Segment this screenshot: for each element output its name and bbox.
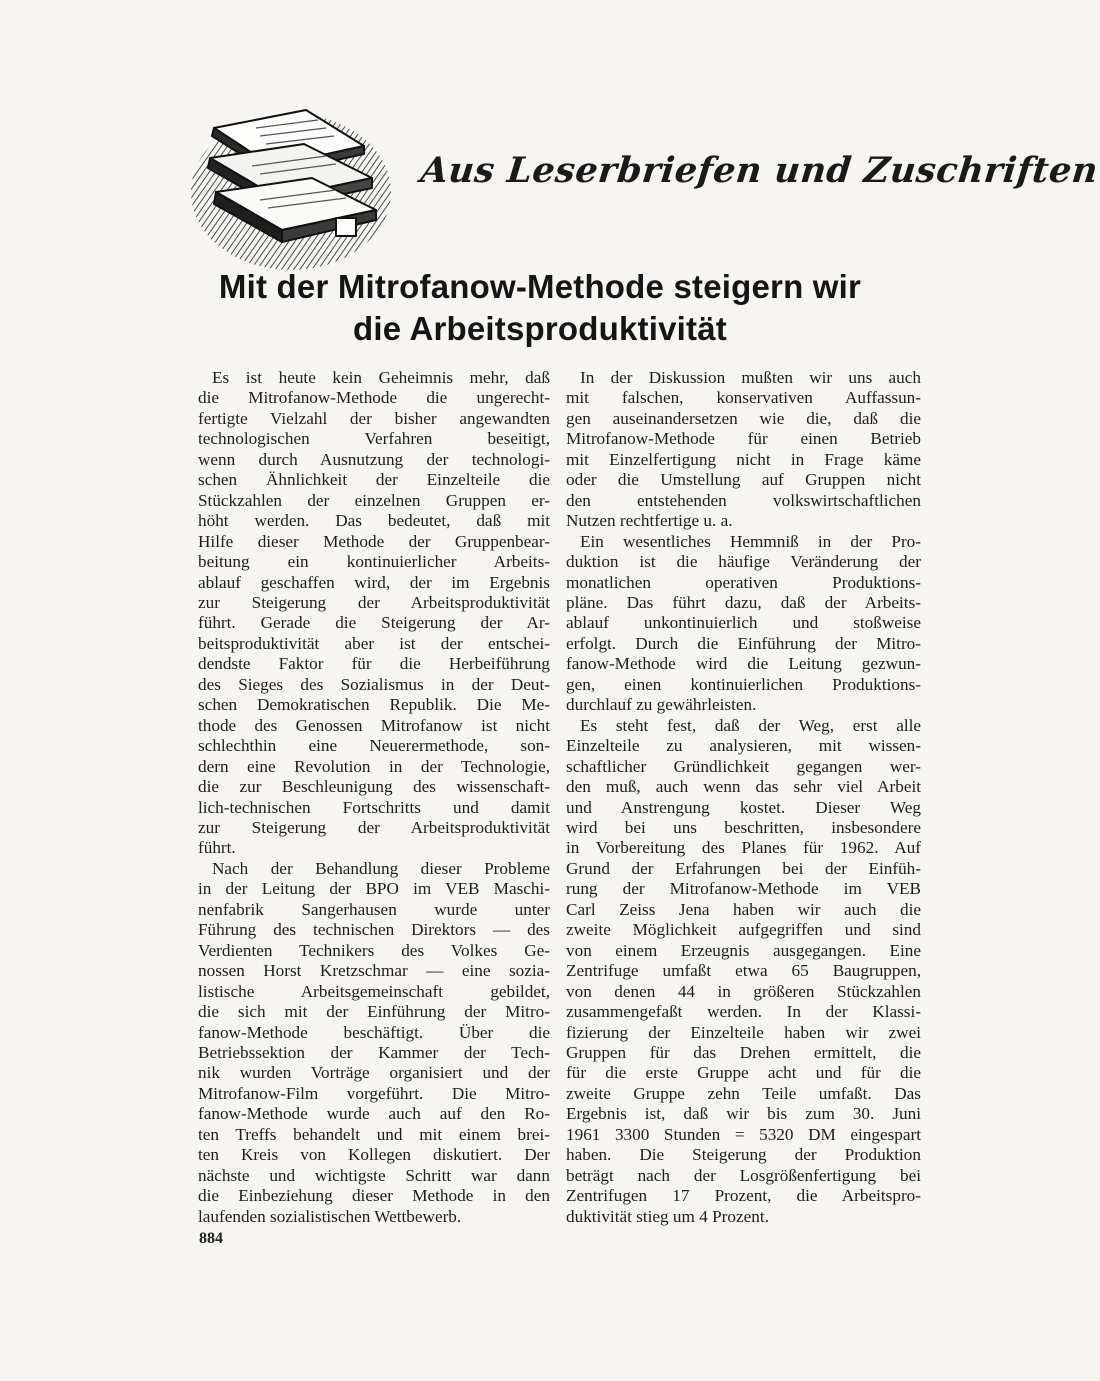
text-line: Zentrifugen 17 Prozent, die Arbeitspro-	[566, 1186, 921, 1206]
text-line: die zur Beschleunigung des wissenschaft-	[198, 777, 550, 797]
text-line: 1961 3300 Stunden = 5320 DM eingespart	[566, 1124, 921, 1144]
paragraph	[198, 368, 550, 859]
text-line: und Anstrengung kostet. Dieser Weg	[566, 797, 921, 817]
text-line: thode des Genossen Mitrofanow ist nicht	[198, 715, 550, 735]
text-line: oder die Umstellung auf Gruppen nicht	[566, 470, 921, 490]
text-line: schaftlicher Gründlichkeit gegangen wer-	[566, 756, 921, 776]
paragraph	[566, 716, 921, 1227]
text-line: von denen 44 in größeren Stückzahlen	[566, 981, 921, 1001]
text-line: Gruppen für das Drehen ermittelt, die	[566, 1042, 921, 1062]
text-line: laufenden sozialistischen Wettbewerb.	[198, 1206, 462, 1226]
text-line: Stückzahlen der einzelnen Gruppen er-	[198, 490, 550, 510]
title-line: Mit der Mitrofanow-Methode steigern wir	[218, 268, 862, 305]
text-line: Einzelteile zu analysieren, mit wissen-	[566, 736, 921, 756]
article-title	[170, 266, 910, 350]
text-line: lich-technischen Fortschritts und damit	[198, 797, 550, 817]
text-line: von einem Erzeugnis ausgegangen. Eine	[566, 940, 921, 960]
text-line: Es steht fest, daß der Weg, erst alle	[580, 715, 921, 735]
text-line: listische Arbeitsgemeinschaft gebildet,	[198, 981, 550, 1001]
text-line: ten Treffs behandelt und mit einem brei-	[198, 1124, 550, 1144]
text-line: beitung ein kontinuierlicher Arbeits-	[198, 552, 550, 572]
text-line: dendste Faktor für die Herbeiführung	[198, 654, 550, 674]
text-line: monatlichen operativen Produktions-	[566, 572, 921, 592]
text-line: wenn durch Ausnutzung der technologi-	[198, 449, 550, 469]
text-line: zweite Möglichkeit aufgegriffen und sind	[566, 920, 921, 940]
paragraph	[566, 368, 921, 532]
text-line: führt. Gerade die Steigerung der Ar-	[198, 613, 550, 633]
text-line: Führung des technischen Direktors — des	[198, 920, 550, 940]
text-line: rung der Mitrofanow-Methode im VEB	[566, 879, 921, 899]
text-line: fertigte Vielzahl der bisher angewandten	[198, 408, 550, 428]
text-line: die sich mit der Einführung der Mitro-	[198, 1002, 550, 1022]
text-line: Mitrofanow-Methode für einen Betrieb	[566, 429, 921, 449]
text-line: die Mitrofanow-Methode die ungerecht-	[198, 388, 550, 408]
text-line: des Sieges des Sozialismus in der Deut-	[198, 674, 550, 694]
text-line: die Einbeziehung dieser Methode in den	[198, 1186, 550, 1206]
text-line: nächste und wichtigste Schritt war dann	[198, 1165, 550, 1185]
text-line: Nach der Behandlung dieser Probleme	[212, 858, 550, 878]
text-line: zweite Gruppe zehn Teile umfaßt. Das	[566, 1083, 921, 1103]
text-line: schen Ähnlichkeit der Einzelteile die	[198, 470, 550, 490]
text-line: zusammengefaßt werden. In der Klassi-	[566, 1002, 921, 1022]
text-line: beitsproduktivität aber ist der entschei-	[198, 633, 550, 653]
section-heading: Aus Leserbriefen und Zuschriften	[418, 150, 1100, 191]
text-line: gen auseinandersetzen wie die, daß die	[566, 408, 921, 428]
text-line: Grund der Erfahrungen bei der Einfüh-	[566, 858, 921, 878]
text-line: Carl Zeiss Jena haben wir auch die	[566, 899, 921, 919]
page-number: 884	[199, 1230, 223, 1247]
text-line: ablauf geschaffen wird, der im Ergebnis	[198, 572, 550, 592]
text-line: zur Steigerung der Arbeitsproduktivität	[198, 592, 550, 612]
text-line: duktion ist die häufige Veränderung der	[566, 552, 921, 572]
text-line: beträgt nach der Losgrößenfertigung bei	[566, 1165, 921, 1185]
text-line: schen Demokratischen Republik. Die Me-	[198, 695, 550, 715]
text-line: schlechthin eine Neuerermethode, son-	[198, 736, 550, 756]
text-line: Zentrifuge umfaßt etwa 65 Baugruppen,	[566, 961, 921, 981]
text-line: Mitrofanow-Film vorgeführt. Die Mitro-	[198, 1083, 550, 1103]
text-line: haben. Die Steigerung der Produktion	[566, 1145, 921, 1165]
left-column	[198, 368, 550, 1227]
text-line: zur Steigerung der Arbeitsproduktivität	[198, 817, 550, 837]
text-line: wird bei uns beschritten, insbesondere	[566, 817, 921, 837]
text-line: mit falschen, konservativen Auffassun-	[566, 388, 921, 408]
text-line: In der Diskussion mußten wir uns auch	[580, 368, 921, 387]
text-line: in Vorbereitung des Planes für 1962. Auf	[566, 838, 921, 858]
text-line: in der Leitung der BPO im VEB Maschi-	[198, 879, 550, 899]
text-line: Ergebnis ist, daß wir bis zum 30. Juni	[566, 1104, 921, 1124]
title-line: die Arbeitsproduktivität	[353, 310, 727, 347]
text-line: nenfabrik Sangerhausen wurde unter	[198, 899, 550, 919]
text-line: nossen Horst Kretzschmar — eine sozia-	[198, 961, 550, 981]
text-line: höht werden. Das bedeutet, daß mit	[198, 511, 550, 531]
text-line: ten Kreis von Kollegen diskutiert. Der	[198, 1145, 550, 1165]
text-line: Betriebssektion der Kammer der Tech-	[198, 1042, 550, 1062]
paragraph	[566, 532, 921, 716]
text-line: technologischen Verfahren beseitigt,	[198, 429, 550, 449]
text-line: den entstehenden volkswirtschaftlichen	[566, 490, 921, 510]
text-line: Es ist heute kein Geheimnis mehr, daß	[212, 368, 550, 387]
text-line: führt.	[198, 838, 236, 858]
text-line: fanow-Methode wird die Leitung gezwun-	[566, 654, 921, 674]
text-line: ablauf unkontinuierlich und stoßweise	[566, 613, 921, 633]
text-line: erfolgt. Durch die Einführung der Mitro-	[566, 633, 921, 653]
text-line: Hilfe dieser Methode der Gruppenbear-	[198, 531, 550, 551]
text-line: für die erste Gruppe acht und für die	[566, 1063, 921, 1083]
text-line: gen, einen kontinuierlichen Produktions-	[566, 674, 921, 694]
text-line: fanow-Methode wurde auch auf den Ro-	[198, 1104, 550, 1124]
text-line: dern eine Revolution in der Technologie,	[198, 756, 550, 776]
text-line: durchlauf zu gewährleisten.	[566, 695, 757, 715]
text-line: pläne. Das führt dazu, daß der Arbeits-	[566, 592, 921, 612]
text-line: duktivität stieg um 4 Prozent.	[566, 1206, 769, 1226]
text-line: fanow-Methode beschäftigt. Über die	[198, 1022, 550, 1042]
text-line: fizierung der Einzelteile haben wir zwei	[566, 1022, 921, 1042]
text-line: nik wurden Vorträge organisiert und der	[198, 1063, 550, 1083]
text-line: Nutzen rechtfertige u. a.	[566, 511, 733, 531]
right-column	[566, 368, 921, 1227]
text-line: Ein wesentliches Hemmniß in der Pro-	[580, 531, 921, 551]
paragraph	[198, 859, 550, 1227]
text-line: Verdienten Technikers des Volkes Ge-	[198, 940, 550, 960]
text-line: den muß, auch wenn das sehr viel Arbeit	[566, 777, 921, 797]
text-line: mit Einzelfertigung nicht in Frage käme	[566, 449, 921, 469]
stacked-letters-icon	[186, 100, 396, 270]
